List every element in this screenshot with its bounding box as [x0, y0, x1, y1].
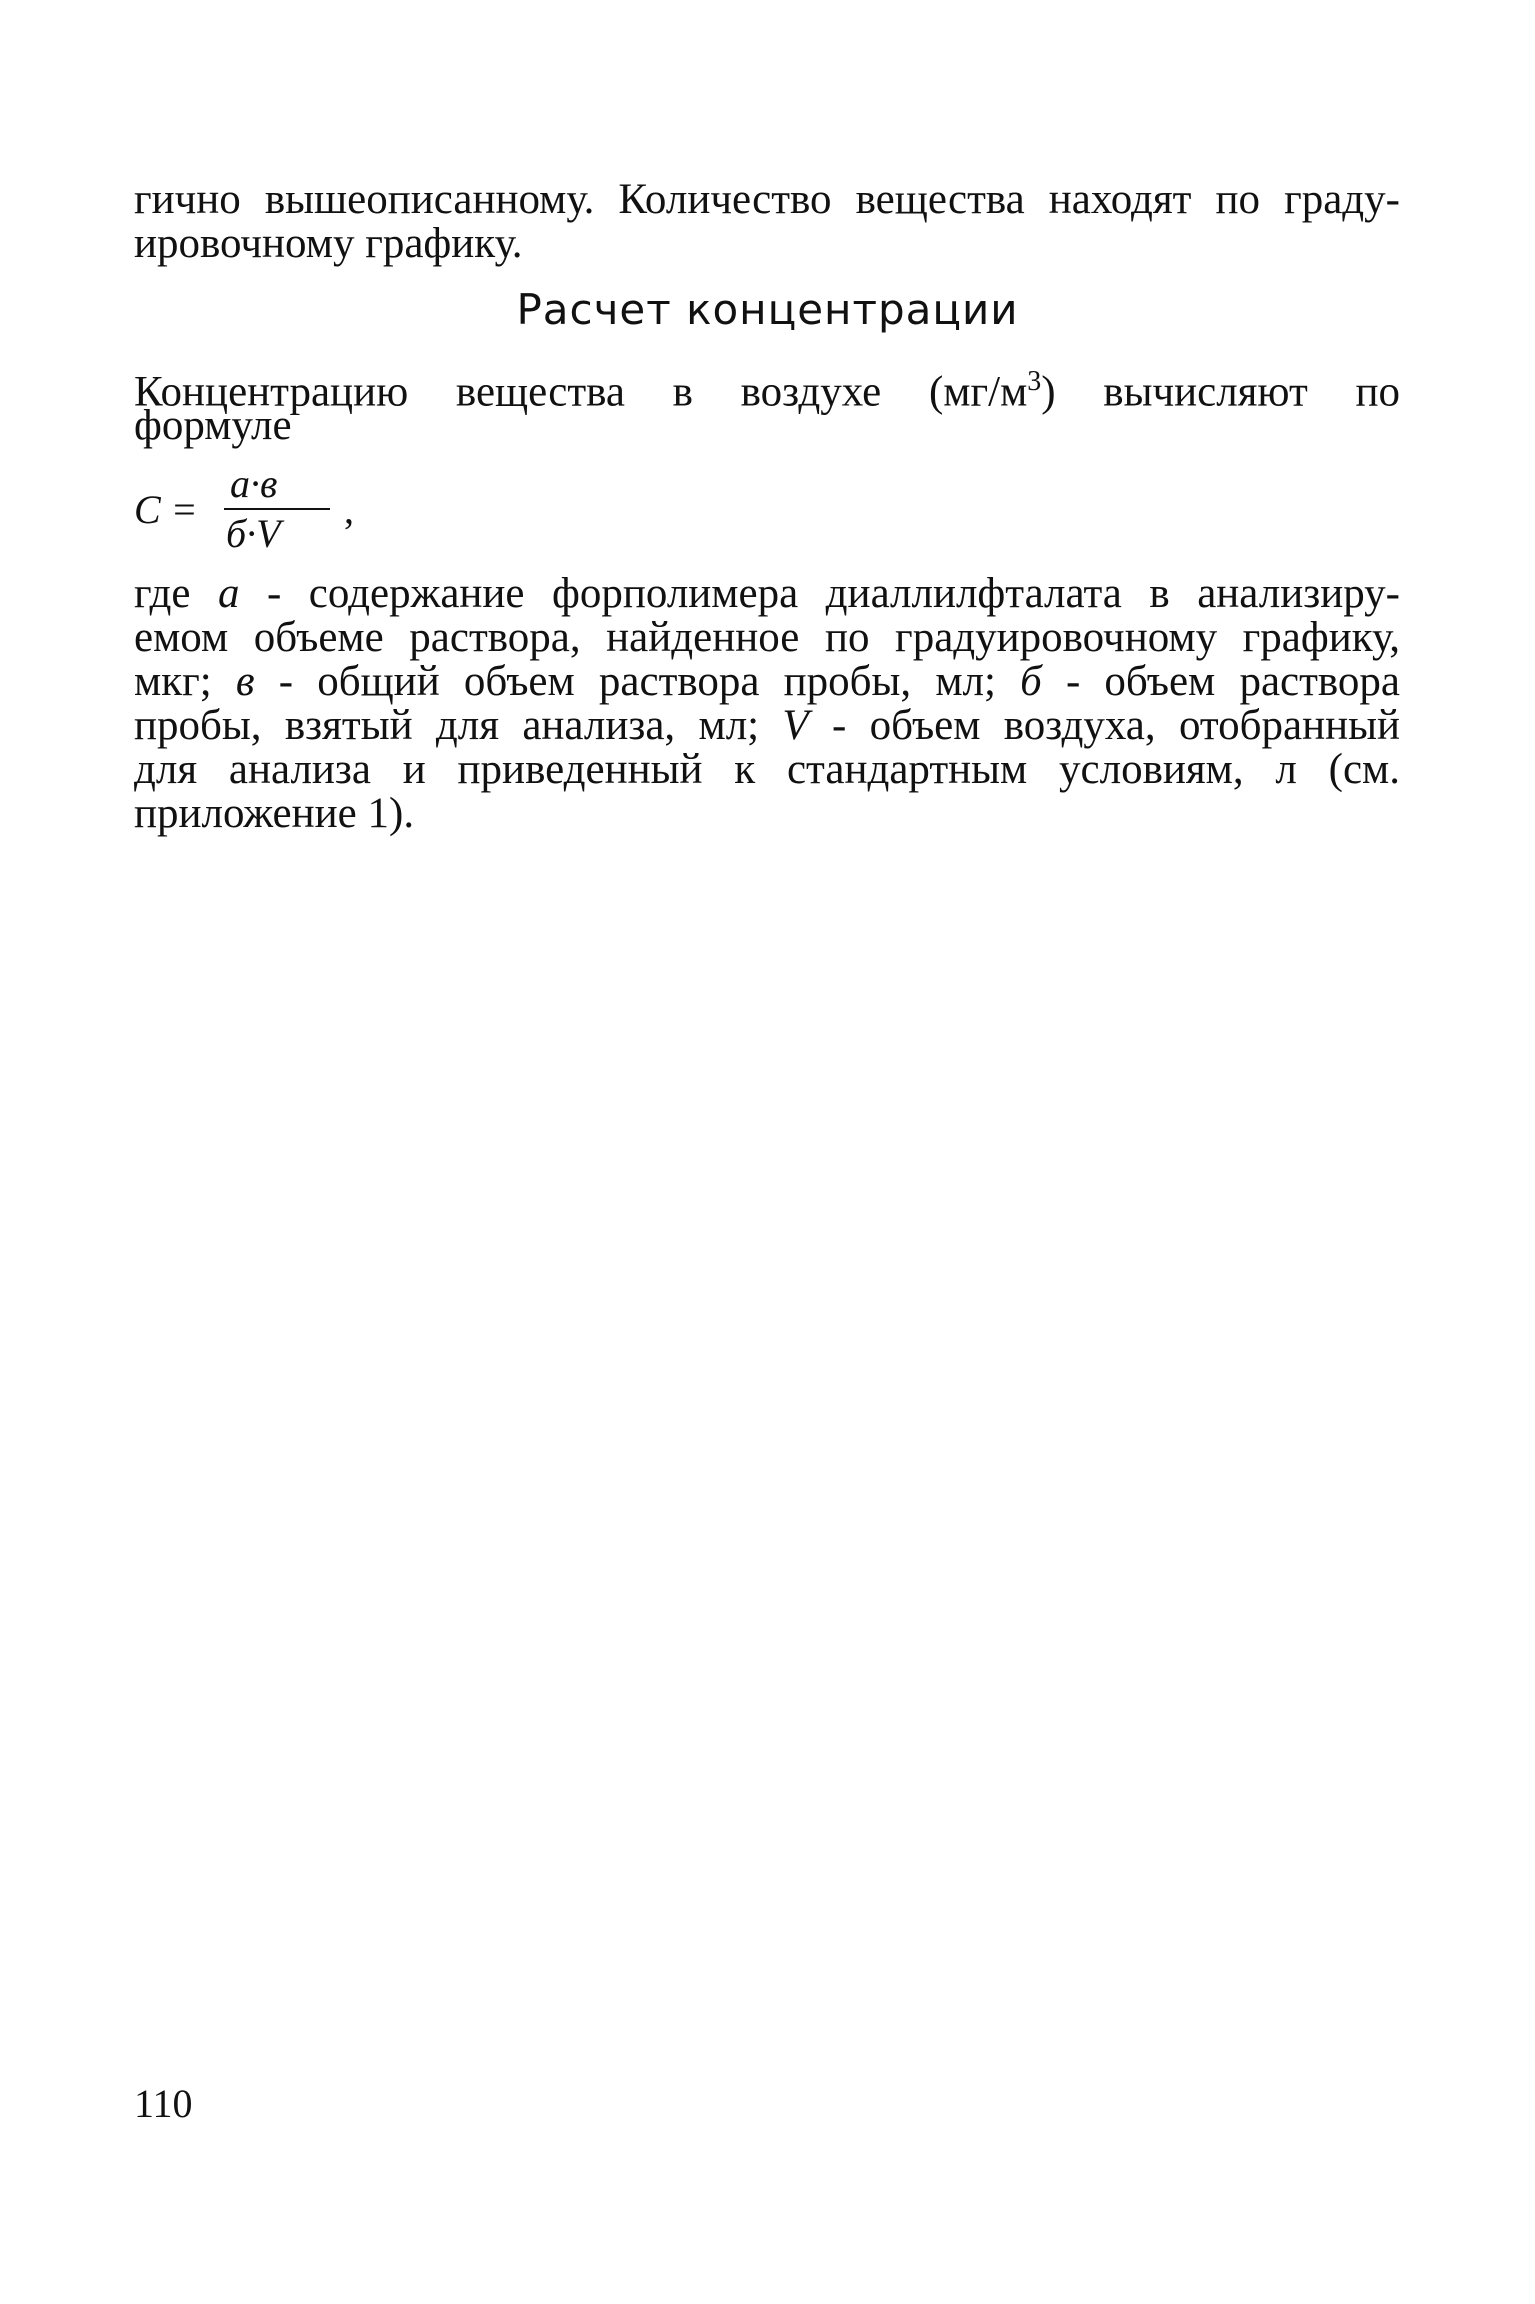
legend-line-3-b: - общий объем раствора пробы, мл; — [254, 658, 1021, 705]
legend-line-3-a: мкг; — [134, 658, 236, 705]
formula-denominator: б·V — [226, 511, 281, 556]
section-title: Расчет концентрации — [516, 285, 1019, 334]
legend-line-1-text: - содержание форполимера диаллилфталата в анализиру- — [239, 570, 1400, 617]
legend-line-4-b: - объем воздуха, отобранный — [808, 702, 1401, 749]
para-line-2: формуле — [134, 402, 292, 449]
var-v: в — [235, 658, 255, 705]
var-a: a — [217, 570, 240, 617]
var-V: V — [782, 702, 809, 749]
legend-line-1 — [134, 572, 1400, 616]
superscript-3: 3 — [1027, 366, 1042, 397]
legend-where: где — [134, 570, 218, 617]
legend-line-3-c: - объем раствора — [1041, 658, 1401, 705]
legend-line-4-a: пробы, взятый для анализа, мл; — [134, 702, 783, 749]
legend-line-2: емом объеме раствора, найденное по градуировочному графику, — [134, 614, 1400, 661]
var-b: б — [1020, 658, 1042, 705]
intro-line-2: ировочному графику. — [134, 220, 523, 267]
intro-line-1: гично вышеописанному. Количество вещества находят по граду- — [134, 176, 1400, 223]
legend-line-5: для анализа и приведенный к стандартным условиям, л (см. — [134, 746, 1400, 793]
page-number: 110 — [134, 2081, 193, 2126]
para-line-1-start: Концентрацию вещества в воздухе (мг/м — [134, 368, 1028, 416]
formula-numerator: a·в — [230, 461, 278, 506]
para-line-1-end: ) вычисляют по — [1041, 368, 1400, 416]
formula-lhs: C = — [134, 487, 198, 532]
legend-line-6: приложение 1). — [134, 790, 415, 837]
legend-line-3 — [134, 660, 1400, 704]
legend-line-4 — [134, 704, 1400, 748]
formula-comma: , — [344, 487, 354, 532]
formula — [134, 460, 394, 570]
